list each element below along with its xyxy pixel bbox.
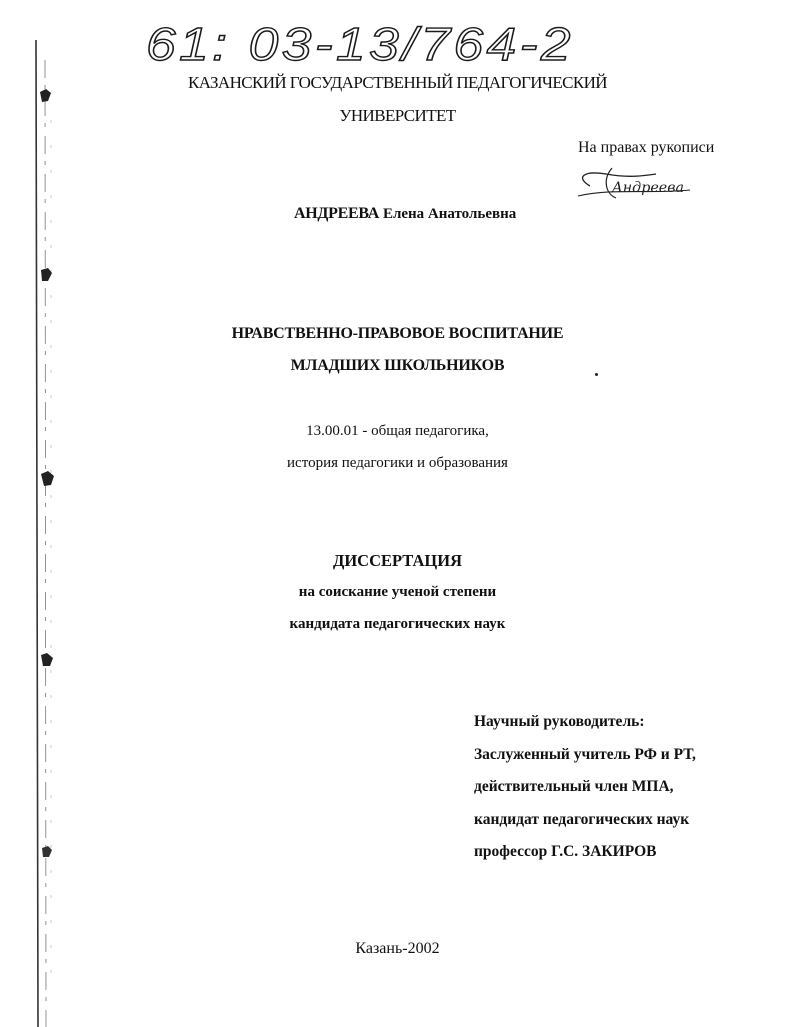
manuscript-rights-note: На правах рукописи bbox=[578, 139, 715, 156]
advisor-title-line2: действительный член МПА, bbox=[474, 778, 674, 795]
signature-script-text: Андреева bbox=[610, 180, 684, 196]
punch-hole-mark bbox=[42, 846, 52, 857]
author-signature bbox=[572, 164, 712, 208]
author-name bbox=[294, 205, 516, 223]
punch-hole-mark bbox=[41, 471, 54, 486]
author-given-names: Елена Анатольевна bbox=[382, 206, 517, 222]
advisor-name: профессор Г.С. ЗАКИРОВ bbox=[474, 843, 657, 860]
specialty-code-line1: 13.00.01 - общая педагогика, bbox=[306, 423, 489, 439]
speck-mark bbox=[595, 373, 598, 376]
advisor-label: Научный руководитель: bbox=[474, 713, 645, 730]
university-name-line1: КАЗАНСКИЙ ГОСУДАРСТВЕННЫЙ ПЕДАГОГИЧЕСКИЙ bbox=[188, 73, 607, 92]
degree-line2: кандидата педагогических наук bbox=[289, 616, 506, 632]
thesis-title-line2: МЛАДШИХ ШКОЛЬНИКОВ bbox=[290, 357, 505, 374]
university-name-line2: УНИВЕРСИТЕТ bbox=[339, 106, 456, 125]
archive-code-text: 61: 03-13/764-2 bbox=[146, 18, 574, 70]
scan-binding-edge bbox=[0, 0, 80, 1027]
degree-line1: на соискание ученой степени bbox=[298, 584, 497, 600]
specialty-code-line2: история педагогики и образования bbox=[287, 455, 508, 471]
author-surname: АНДРЕЕВА bbox=[294, 205, 379, 222]
advisor-title-line3: кандидат педагогических наук bbox=[474, 811, 690, 828]
punch-hole-mark bbox=[41, 268, 52, 281]
document-type-heading: ДИССЕРТАЦИЯ bbox=[333, 551, 462, 570]
thesis-title-line1: НРАВСТВЕННО-ПРАВОВОЕ ВОСПИТАНИЕ bbox=[231, 325, 564, 342]
handwritten-archive-code bbox=[140, 10, 580, 72]
punch-hole-mark bbox=[41, 653, 53, 666]
advisor-title-line1: Заслуженный учитель РФ и РТ, bbox=[474, 746, 696, 763]
city-year: Казань-2002 bbox=[355, 940, 440, 957]
